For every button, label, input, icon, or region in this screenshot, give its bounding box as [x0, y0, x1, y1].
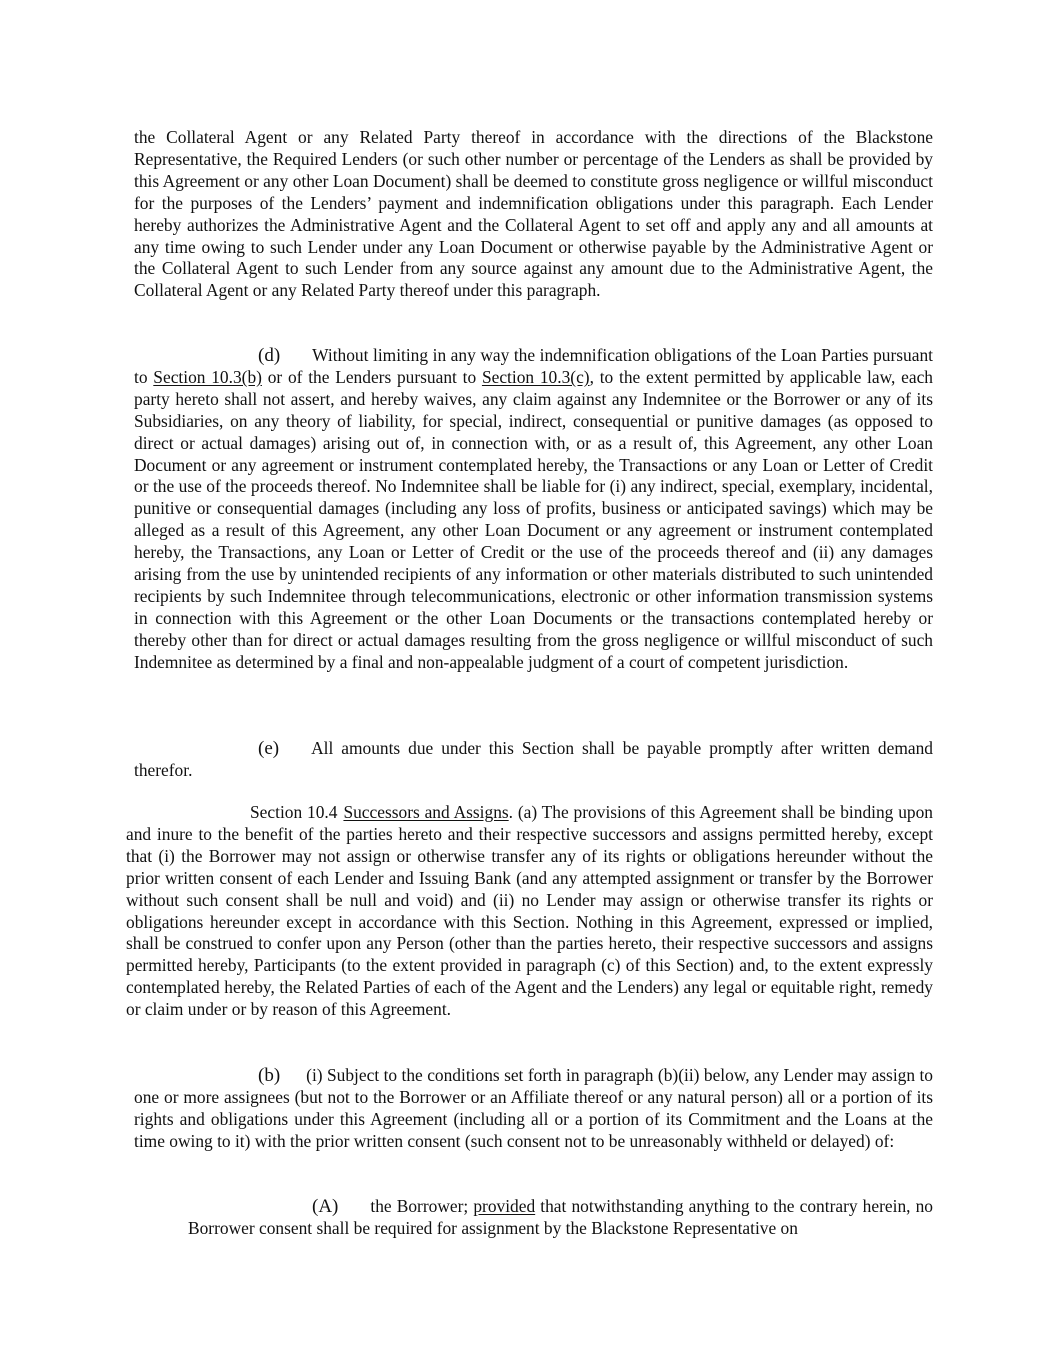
paragraph-b [134, 1065, 933, 1153]
paragraph-text: , to the extent permitted by applicable law, each party hereto shall not assert, and hereby waives, any claim against any Indemnitee or the Borrower or any of its Subsidiaries, on any theory of liability, for special, indirect, consequential or punitive damages (as opposed to direct or actual damages) arising out of, in connection with, or as a result of, this Agreement, any other Loan Document or any agreement or instrument contemplated hereby, the Transactions or any Loan or Letter of Credit or the use of the proceeds thereof. No Indemnitee shall be liable for (i) any indirect, special, exemplary, incidental, punitive or consequential damages (including any loss of profits, business or anticipated savings) which may be alleged as a result of this Agreement, any other Loan Document or any agreement or instrument contemplated hereby, the Transactions, any Loan or Letter of Credit or the use of the proceeds thereof and (ii) any damages arising from the use by unintended recipients of any information or other materials distributed to such unintended recipients by such Indemnitee through telecommunications, electronic or other information transmission systems in connection with this Agreement or the other Loan Documents or the transactions contemplated hereby or thereby other than for direct or actual damages resulting from the gross negligence or willful misconduct of such Indemnitee as determined by a final and non-appealable judgment of a court of competent jurisdiction. [134, 366, 933, 672]
section-reference: Section 10.3(c) [481, 366, 590, 387]
section-reference: Section 10.3(b) [153, 366, 262, 387]
paragraph-text: . (a) The provisions of this Agreement shall be binding upon and inure to the benefit of the parties hereto and their respective successors and assigns permitted hereby, except that (i) the Borrower may not assign or otherwise transfer any of its rights or obligations hereunder without the prior written consent of each Lender and Issuing Bank (and any attempted assignment or transfer by the Borrower without such consent shall be null and void) and (ii) no Lender may assign or otherwise transfer its rights or obligations hereunder except in accordance with this Section. Nothing in this Agreement, expressed or implied, shall be construed to confer upon any Person (other than the parties hereto, their respective successors and assigns permitted hereby, Participants (to the extent provided in paragraph (c) of this Section) and, to the extent expressly contemplated hereby, the Related Parties of each of the Agent and the Lenders) any legal or equitable right, remedy or claim under or by reason of this Agreement. [126, 802, 933, 1020]
paragraph-text: (i) Subject to the conditions set forth in paragraph (b)(ii) below, any Lender may assign to one or more assignees (but not to the Borrower or an Affiliate thereof or any natural person) all or a portion of its rights and obligations under this Agreement (including all or a portion of its Commitment and the Loans at the time owing to it) with the prior written consent (such consent not to be unreasonably withheld or delayed) of: [134, 1065, 933, 1151]
paragraph-d [134, 345, 933, 674]
paragraph-text: All amounts due under this Section shall be payable promptly after written demand therefor. [134, 738, 933, 780]
paragraph-text: that notwithstanding anything to the contrary herein, no Borrower consent shall be required for assignment by the Blackstone Representative on [188, 1196, 933, 1238]
paragraph-label: (d) [258, 345, 281, 366]
paragraph-label: (b) [258, 1065, 281, 1086]
paragraph-label: (e) [258, 738, 280, 759]
paragraph-continuation [134, 127, 933, 302]
section-10-4 [126, 802, 933, 1021]
paragraph-text: Without limiting in any way the indemnification obligations of the Loan Parties pursuant to [134, 345, 933, 387]
paragraph-text: the Collateral Agent or any Related Party thereof in accordance with the directions of the Blackstone Representative, the Required Lenders (or such other number or percentage of the Lenders as shall be provided by this Agreement or any other Loan Document) shall be deemed to constitute gross negligence or willful misconduct for the purposes of the Lenders’ payment and indemnification obligations under this paragraph. Each Lender hereby authorizes the Administrative Agent and the Collateral Agent to set off and apply any and all amounts at any time owing to such Lender under any Loan Document or otherwise payable by the Administrative Agent or the Collateral Agent to such Lender from any source against any amount due to the Administrative Agent, the Collateral Agent or any Related Party thereof under this paragraph. [134, 127, 933, 301]
paragraph-e [134, 738, 933, 782]
paragraph-text: the Borrower; [370, 1196, 474, 1216]
paragraph-text: or of the Lenders pursuant to [261, 366, 482, 387]
proviso-term: provided [473, 1196, 536, 1216]
section-number: Section 10.4 [250, 802, 338, 822]
paragraph-A [188, 1196, 933, 1240]
paragraph-label: (A) [312, 1196, 339, 1217]
section-heading: Successors and Assigns [343, 802, 509, 822]
